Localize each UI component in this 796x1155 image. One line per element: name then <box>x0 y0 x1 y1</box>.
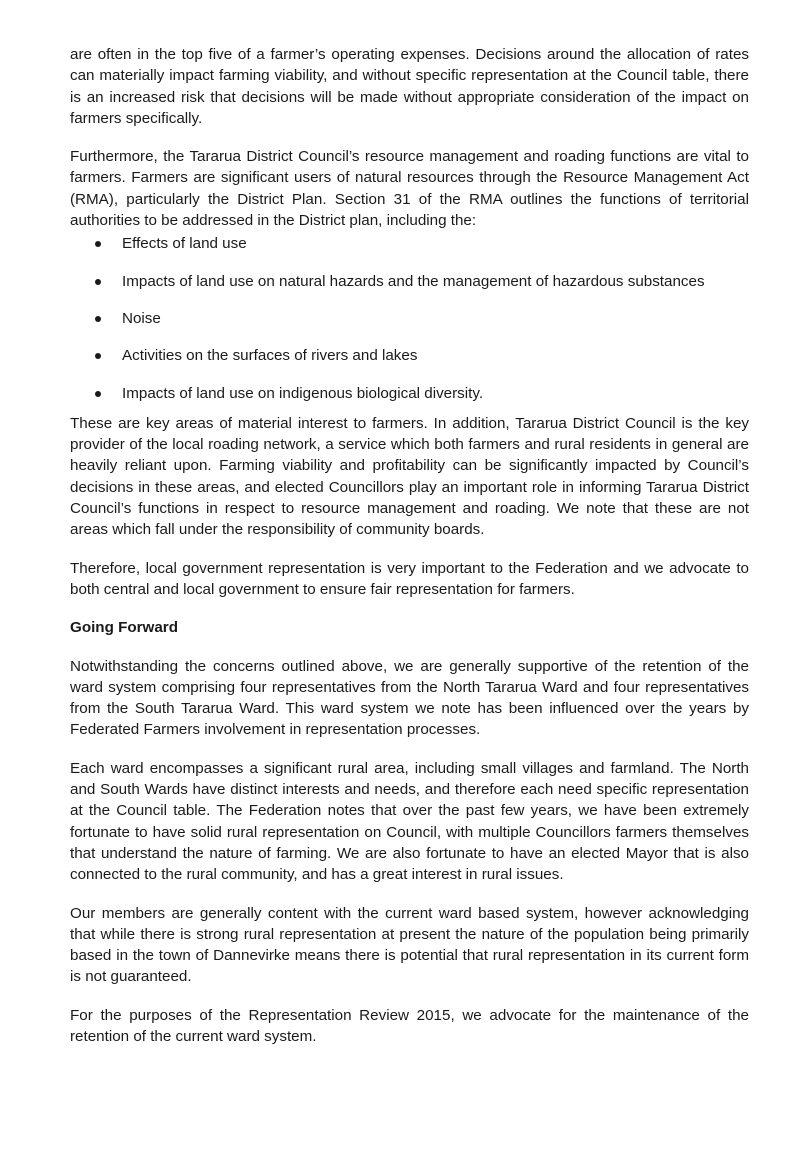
list-item-text: Impacts of land use on indigenous biological diversity. <box>122 384 484 402</box>
paragraph-ward-system: Notwithstanding the concerns outlined above, we are generally supportive of the retention of the ward system comprising four representatives from the North Tararua Ward and four representatives from the South Tararua Ward. This ward system we note has been influenced over the years by Federated Farmers involvement in representation processes. <box>70 657 749 739</box>
list-item <box>70 233 749 254</box>
paragraph-resource-management: Furthermore, the Tararua District Council’s resource management and roading functions are vital to farmers. Farmers are significant users of natural resources through the Resource Management Act (RMA), particularly the District Plan. Section 31 of the RMA outlines the functions of territorial authorities to be addressed in the District plan, including the: <box>70 148 749 230</box>
list-item <box>70 345 749 366</box>
list-item <box>70 308 749 329</box>
list-item-text: Activities on the surfaces of rivers and lakes <box>122 347 418 365</box>
rma-functions-list <box>70 233 749 403</box>
bullet-icon <box>95 241 101 247</box>
document-page <box>70 44 749 1047</box>
bullet-icon <box>95 279 101 285</box>
paragraph-rates: are often in the top five of a farmer’s operating expenses. Decisions around the allocation of rates can materially impact farming viability, and without specific representation at the Council table, there is an increased risk that decisions will be made without appropriate consideration of the impact on farmers specifically. <box>70 46 749 127</box>
bullet-icon <box>95 316 101 322</box>
paragraph-key-areas: These are key areas of material interest to farmers. In addition, Tararua District Council is the key provider of the local roading network, a service which both farmers and rural residents in general are heavily reliant upon. Farming viability and profitability can be significantly impacted by Council’s decisions in these areas, and elected Councillors play an important role in informing Tararua District Council’s functions in respect to resource management and roading. We note that these are not areas which fall under the responsibility of community boards. <box>70 414 749 539</box>
paragraph-ward-areas: Each ward encompasses a significant rural area, including small villages and farmland. The North and South Wards have distinct interests and needs, and therefore each need specific representation at the Council table. The Federation notes that over the past few years, we have been extremely fortunate to have solid rural representation on Council, with multiple Councillors farmers themselves that understand the nature of farming. We are also fortunate to have an elected Mayor that is also connected to the rural community, and has a great interest in rural issues. <box>70 759 749 884</box>
paragraph-members-content: Our members are generally content with the current ward based system, however acknowledging that while there is strong rural representation at present the nature of the population being primarily based in the town of Dannevirke means there is potential that rural representation in its current form is not guaranteed. <box>70 904 749 986</box>
bullet-icon <box>95 391 101 397</box>
paragraph-representation-importance: Therefore, local government representation is very important to the Federation and we advocate to both central and local government to ensure fair representation for farmers. <box>70 559 749 598</box>
section-heading: Going Forward <box>70 619 178 637</box>
bullet-icon <box>95 353 101 359</box>
list-item-text: Impacts of land use on natural hazards and the management of hazardous substances <box>122 272 705 290</box>
list-item <box>70 271 749 292</box>
list-item-text: Effects of land use <box>122 235 247 253</box>
paragraph-conclusion: For the purposes of the Representation Review 2015, we advocate for the maintenance of the retention of the current ward system. <box>70 1006 749 1045</box>
list-item-text: Noise <box>122 309 161 327</box>
list-item <box>70 383 749 404</box>
